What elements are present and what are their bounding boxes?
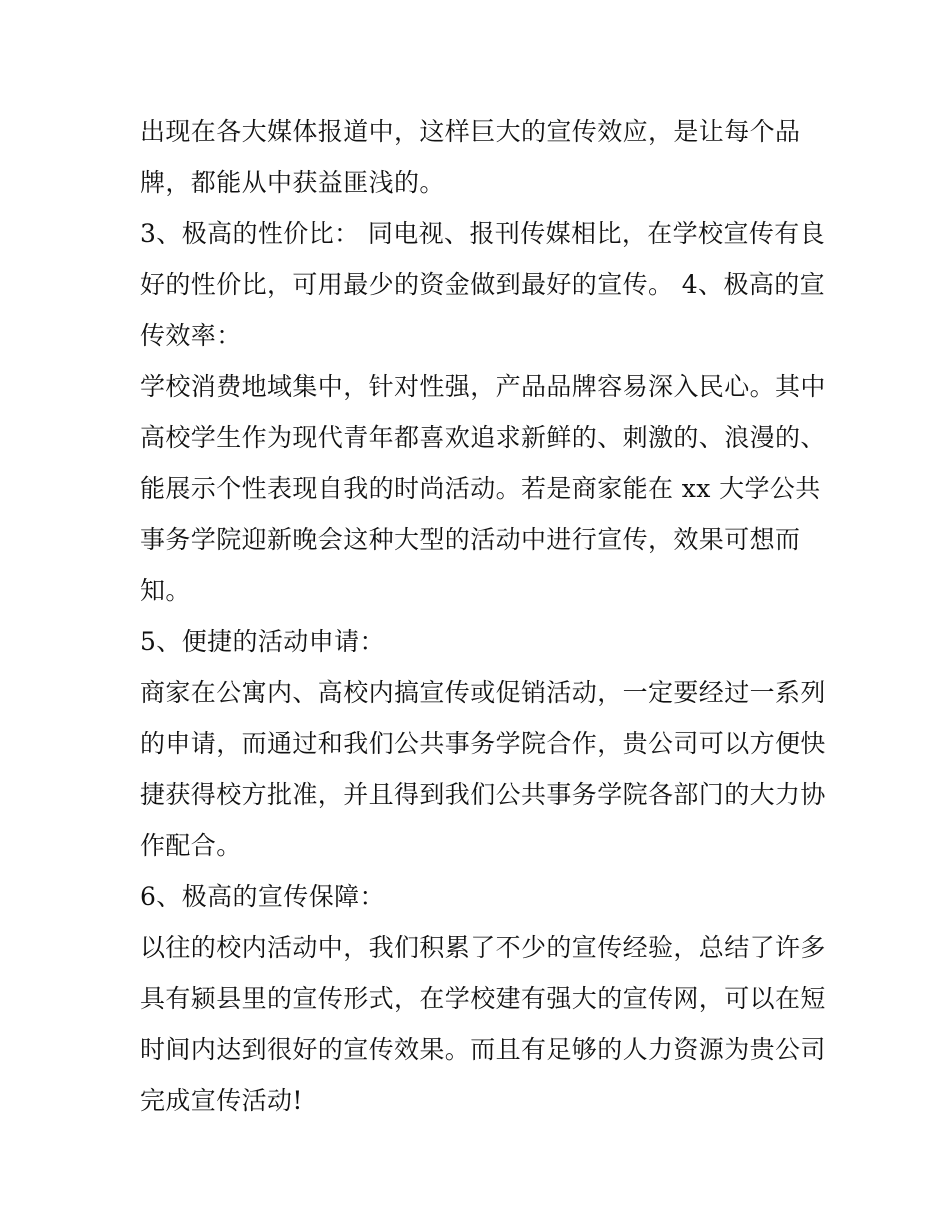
heading-line: 6、极高的宣传保障：: [140, 882, 385, 911]
text-line: 出现在各大媒体报道中，这样巨大的宣传效应，是让每个品: [140, 117, 801, 146]
text-line: 牌，都能从中获益匪浅的。: [140, 168, 445, 197]
text-line: 学校消费地域集中，针对性强，产品品牌容易深入民心。其中: [140, 372, 826, 401]
text-line: 事务学院迎新晚会这种大型的活动中进行宣传，效果可想而: [140, 525, 801, 554]
text-line: 高校学生作为现代青年都喜欢追求新鲜的、刺激的、浪漫的、: [140, 423, 826, 452]
text-line: 知。: [140, 576, 191, 605]
text-line: 完成宣传活动!: [140, 1086, 303, 1115]
text-line: 能展示个性表现自我的时尚活动。若是商家能在 xx 大学公共: [140, 474, 821, 503]
text-line: 传效率：: [140, 321, 242, 350]
text-line: 好的性价比，可用最少的资金做到最好的宣传。 4、极高的宣: [140, 270, 826, 299]
text-line: 捷获得校方批准，并且得到我们公共事务学院各部门的大力协: [140, 780, 826, 809]
text-line: 作配合。: [140, 831, 242, 860]
text-line: 的申请，而通过和我们公共事务学院合作，贵公司可以方便快: [140, 729, 826, 758]
document-body: [140, 106, 826, 1126]
text-line: 以往的校内活动中，我们积累了不少的宣传经验，总结了许多: [140, 933, 826, 962]
text-line: 具有颍县里的宣传形式，在学校建有强大的宣传网，可以在短: [140, 984, 826, 1013]
heading-line: 3、极高的性价比： 同电视、报刊传媒相比，在学校宣传有良: [140, 219, 826, 248]
heading-line: 5、便捷的活动申请：: [140, 627, 385, 656]
text-line: 商家在公寓内、高校内搞宣传或促销活动，一定要经过一系列: [140, 678, 826, 707]
text-line: 时间内达到很好的宣传效果。而且有足够的人力资源为贵公司: [140, 1035, 826, 1064]
